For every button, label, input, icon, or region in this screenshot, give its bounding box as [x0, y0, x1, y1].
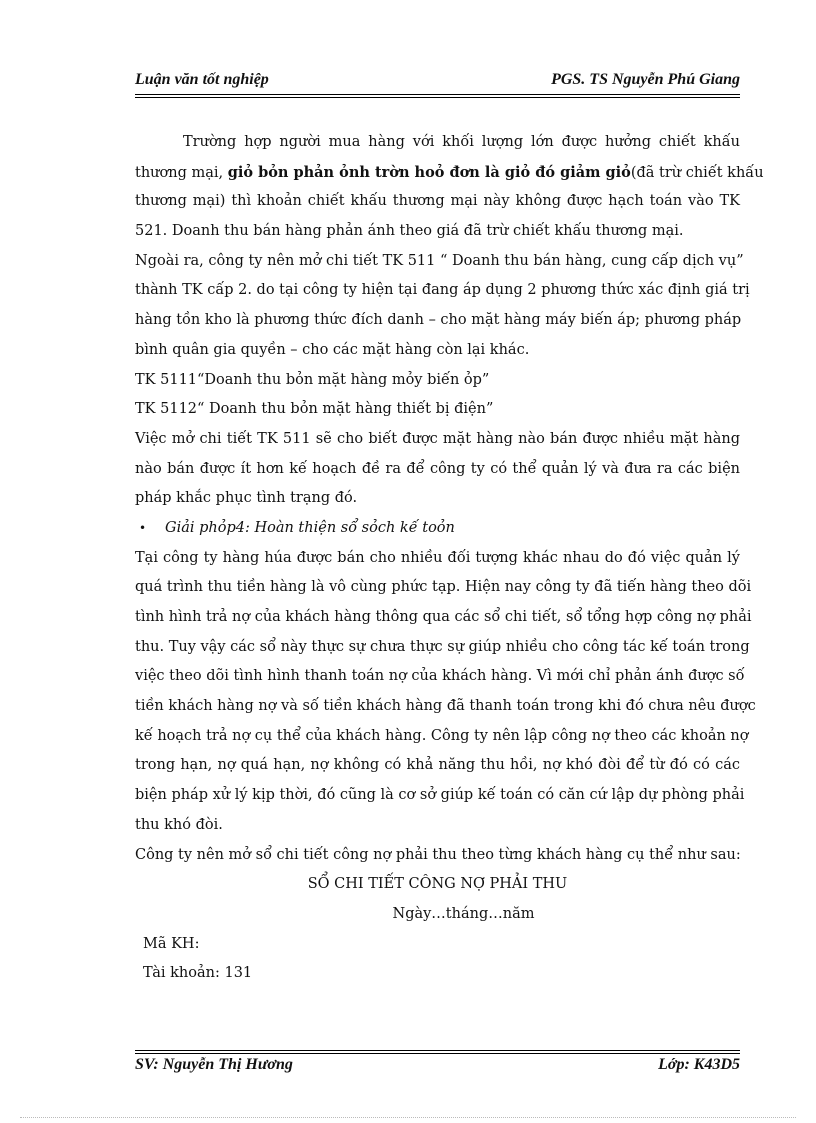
- paragraph-line: Tại công ty hàng húa được bán cho nhiều đối tượng khác nhau do đó việc quản lý: [135, 549, 740, 566]
- paragraph-line: việc theo dõi tình hình thanh toán nợ của khách hàng. Vì mới chỉ phản ánh được số: [135, 668, 745, 685]
- solution-heading: • Giải phỏp4: Hoàn thiện sổ sỏch kế toỏn: [135, 514, 740, 544]
- paragraph-line: bình quân gia quyền – cho các mặt hàng còn lại khác.: [135, 341, 530, 358]
- paragraph-line: thu khó đòi.: [135, 816, 223, 833]
- paragraph-line: thu. Tuy vậy các sổ này thực sự chưa thực sự giúp nhiều cho công tác kế toán trong: [135, 638, 750, 655]
- account-line: TK 5112“ Doanh thu bỏn mặt hàng thiết bị điện”: [135, 401, 494, 418]
- paragraph-line: thành TK cấp 2. do tại công ty hiện tại đang áp dụng 2 phương thức xác định giá trị: [135, 282, 750, 299]
- paragraph-line: quá trình thu tiền hàng là vô cùng phức tạp. Hiện nay công ty đã tiến hàng theo dõi: [135, 579, 752, 596]
- bullet-icon: •: [139, 520, 147, 535]
- page-header: [135, 71, 740, 93]
- footer-class: Lớp: K43D5: [658, 1056, 740, 1073]
- header-rule-double: [135, 97, 740, 98]
- ledger-date: Ngày…tháng…năm: [392, 905, 535, 922]
- page-footer: [135, 1056, 740, 1078]
- footer-rule-double: [135, 1053, 740, 1054]
- paragraph-line: Trường hợp người mua hàng với khối lượng lớn được hưởng chiết khấu: [183, 134, 740, 150]
- ledger-customer-code: Mã KH:: [143, 935, 200, 952]
- paragraph-line: biện pháp xử lý kịp thời, đó cũng là cơ sở giúp kế toán có căn cứ lập dự phòng phải: [135, 787, 745, 804]
- paragraph-line: kế hoạch trả nợ cụ thể của khách hàng. Công ty nên lập công nợ theo các khoản nợ: [135, 727, 749, 744]
- header-supervisor: PGS. TS Nguyễn Phú Giang: [551, 71, 740, 88]
- paragraph-line: nào bán được ít hơn kế hoạch đề ra để công ty có thể quản lý và đưa ra các biện: [135, 460, 740, 477]
- paragraph-line: tiền khách hàng nợ và số tiền khách hàng đã thanh toán trong khi đó chưa nêu được: [135, 698, 756, 715]
- page-border: [20, 1117, 796, 1118]
- paragraph-line: thương mại, giỏ bỏn phản ỏnh trờn hoỏ đơn là giỏ đó giảm giỏ(đã trừ chiết khấu: [135, 163, 764, 181]
- bold-phrase: giỏ bỏn phản ỏnh trờn hoỏ đơn là giỏ đó giảm giỏ: [227, 163, 631, 181]
- header-thesis-label: Luận văn tốt nghiệp: [135, 71, 269, 88]
- paragraph-line: Công ty nên mở sổ chi tiết công nợ phải thu theo từng khách hàng cụ thể như sau:: [135, 846, 741, 863]
- ledger-title: SỔ CHI TIẾT CÔNG NỢ PHẢI THU: [307, 876, 568, 893]
- ledger-account: Tài khoản: 131: [143, 965, 253, 982]
- footer-student: SV: Nguyễn Thị Hương: [135, 1056, 293, 1073]
- paragraph-line: trong hạn, nợ quá hạn, nợ không có khả năng thu hồi, nợ khó đòi để từ đó có các: [135, 757, 740, 774]
- header-rule: [135, 94, 740, 95]
- paragraph-line: 521. Doanh thu bán hàng phản ánh theo giá đã trừ chiết khấu thương mại.: [135, 223, 684, 240]
- paragraph-line: hàng tồn kho là phương thức đích danh – cho mặt hàng máy biến áp; phương pháp: [135, 312, 742, 329]
- paragraph-line: tình hình trả nợ của khách hàng thông qua các sổ chi tiết, sổ tổng hợp công nợ phải: [135, 609, 752, 625]
- document-body: [135, 128, 764, 989]
- footer-rule: [135, 1050, 740, 1051]
- paragraph-line: Ngoài ra, công ty nên mở chi tiết TK 511 “ Doanh thu bán hàng, cung cấp dịch vụ”: [135, 252, 744, 269]
- paragraph-line: thương mại) thì khoản chiết khấu thương mại này không được hạch toán vào TK: [135, 193, 740, 210]
- account-line: TK 5111“Doanh thu bỏn mặt hàng mỏy biến ỏp”: [135, 371, 490, 388]
- paragraph-line: pháp khắc phục tình trạng đó.: [135, 490, 358, 507]
- paragraph-line: Việc mở chi tiết TK 511 sẽ cho biết được mặt hàng nào bán được nhiều mặt hàng: [135, 430, 740, 447]
